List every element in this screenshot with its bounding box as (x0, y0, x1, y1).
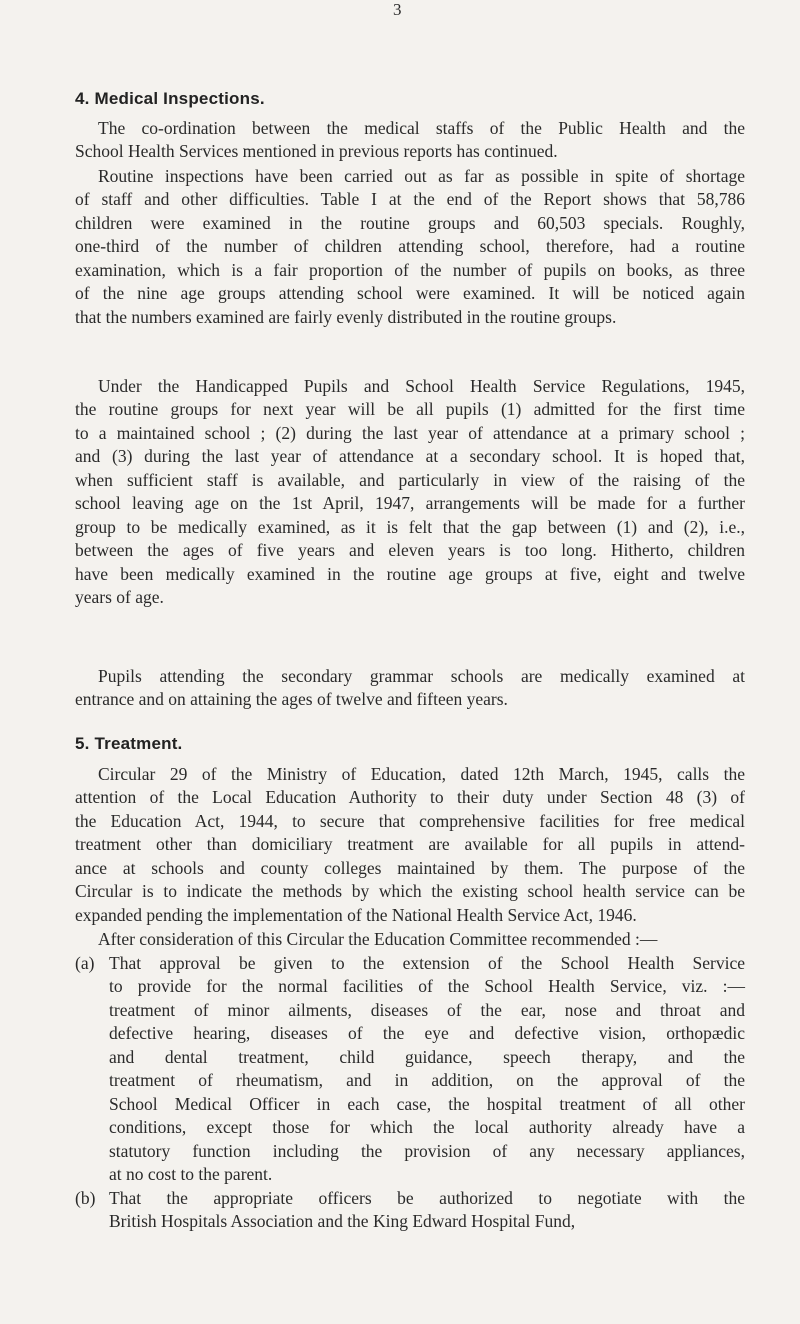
text-line: treatment of rheumatism, and in addition, on the approval of the (109, 1070, 745, 1091)
text-line: Circular 29 of the Ministry of Education, dated 12th March, 1945, calls the (98, 764, 745, 784)
text-line: and dental treatment, child guidance, speech therapy, and the (109, 1046, 745, 1067)
text-line: examination, which is a fair proportion of the number of pupils on books, as three (75, 259, 745, 280)
text-line: of staff and other difficulties. Table I at the end of the Report shows that 58,786 (75, 189, 745, 210)
text-line: school leaving age on the 1st April, 1947, arrangements will be made for a further (75, 493, 745, 514)
recommendation-a (75, 952, 745, 1186)
item-label: (a) (75, 953, 95, 973)
text-line: ance at schools and county colleges maintained by them. The purpose of the (75, 857, 745, 878)
text-line: statutory function including the provision of any necessary appliances, (109, 1140, 745, 1161)
section-heading-treatment: 5. Treatment. (75, 734, 183, 753)
paragraph (75, 117, 745, 164)
text-line: at no cost to the parent. (109, 1163, 273, 1184)
text-line: School Health Services mentioned in previous reports has continued. (75, 141, 558, 162)
text-line: have been medically examined in the routine age groups at five, eight and twelve (75, 563, 745, 584)
text-line: attention of the Local Education Authority to their duty under Section 48 (3) of (75, 787, 745, 808)
paragraph (75, 665, 745, 712)
text-line: that the numbers examined are fairly evenly distributed in the routine groups. (75, 306, 617, 327)
text-line: conditions, except those for which the local authority already have a (109, 1117, 745, 1138)
text-line: entrance and on attaining the ages of twelve and fifteen years. (75, 689, 508, 710)
paragraph (75, 928, 745, 951)
recommendation-b (75, 1187, 745, 1234)
text-line: of the nine age groups attending school were examined. It will be noticed again (75, 283, 745, 304)
paragraph (75, 165, 745, 329)
text-line: when sufficient staff is available, and particularly in view of the raising of the (75, 469, 745, 490)
text-line: Pupils attending the secondary grammar schools are medically examined at (98, 666, 745, 686)
text-line: group to be medically examined, as it is felt that the gap between (1) and (2), i.e., (75, 516, 745, 537)
text-line: and (3) during the last year of attendance at a secondary school. It is hoped that, (75, 446, 745, 467)
text-line: to a maintained school ; (2) during the last year of attendance at a primary school ; (75, 422, 745, 443)
text-line: the Education Act, 1944, to secure that comprehensive facilities for free medical (75, 810, 745, 831)
text-line: treatment of minor ailments, diseases of the ear, nose and throat and (109, 999, 745, 1020)
text-line: defective hearing, diseases of the eye and defective vision, orthopædic (109, 1023, 745, 1044)
text-line: expanded pending the implementation of the National Health Service Act, 1946. (75, 904, 637, 925)
text-line: The co-ordination between the medical staffs of the Public Health and the (98, 118, 745, 138)
text-line: School Medical Officer in each case, the hospital treatment of all other (109, 1093, 745, 1114)
text-line: Under the Handicapped Pupils and School Health Service Regulations, 1945, (98, 376, 745, 396)
text-line: British Hospitals Association and the King Edward Hospital Fund, (109, 1211, 576, 1232)
text-line: treatment other than domiciliary treatment are available for all pupils in attend- (75, 834, 745, 855)
paragraph (75, 763, 745, 927)
text-line: That the appropriate officers be authorized to negotiate with the (109, 1188, 745, 1208)
item-body (109, 1187, 745, 1234)
text-line: children were examined in the routine groups and 60,503 specials. Roughly, (75, 212, 745, 233)
item-label: (b) (75, 1188, 96, 1208)
section-heading-medical-inspections: 4. Medical Inspections. (75, 89, 265, 108)
paragraph (75, 375, 745, 609)
text-line: one-third of the number of children attending school, therefore, had a routine (75, 236, 745, 257)
text-line: to provide for the normal facilities of the School Health Service, viz. :— (109, 976, 745, 997)
item-body (109, 952, 745, 1186)
text-line: Routine inspections have been carried out as far as possible in spite of shortage (98, 166, 745, 186)
text-line: years of age. (75, 586, 164, 607)
text-line: That approval be given to the extension of the School Health Service (109, 953, 745, 973)
text-line: After consideration of this Circular the Education Committee recommended :— (98, 929, 658, 949)
text-line: between the ages of five years and eleven years is too long. Hitherto, children (75, 540, 745, 561)
page-number: 3 (393, 0, 402, 19)
text-line: the routine groups for next year will be all pupils (1) admitted for the first time (75, 399, 745, 420)
text-line: Circular is to indicate the methods by which the existing school health service can be (75, 881, 745, 902)
